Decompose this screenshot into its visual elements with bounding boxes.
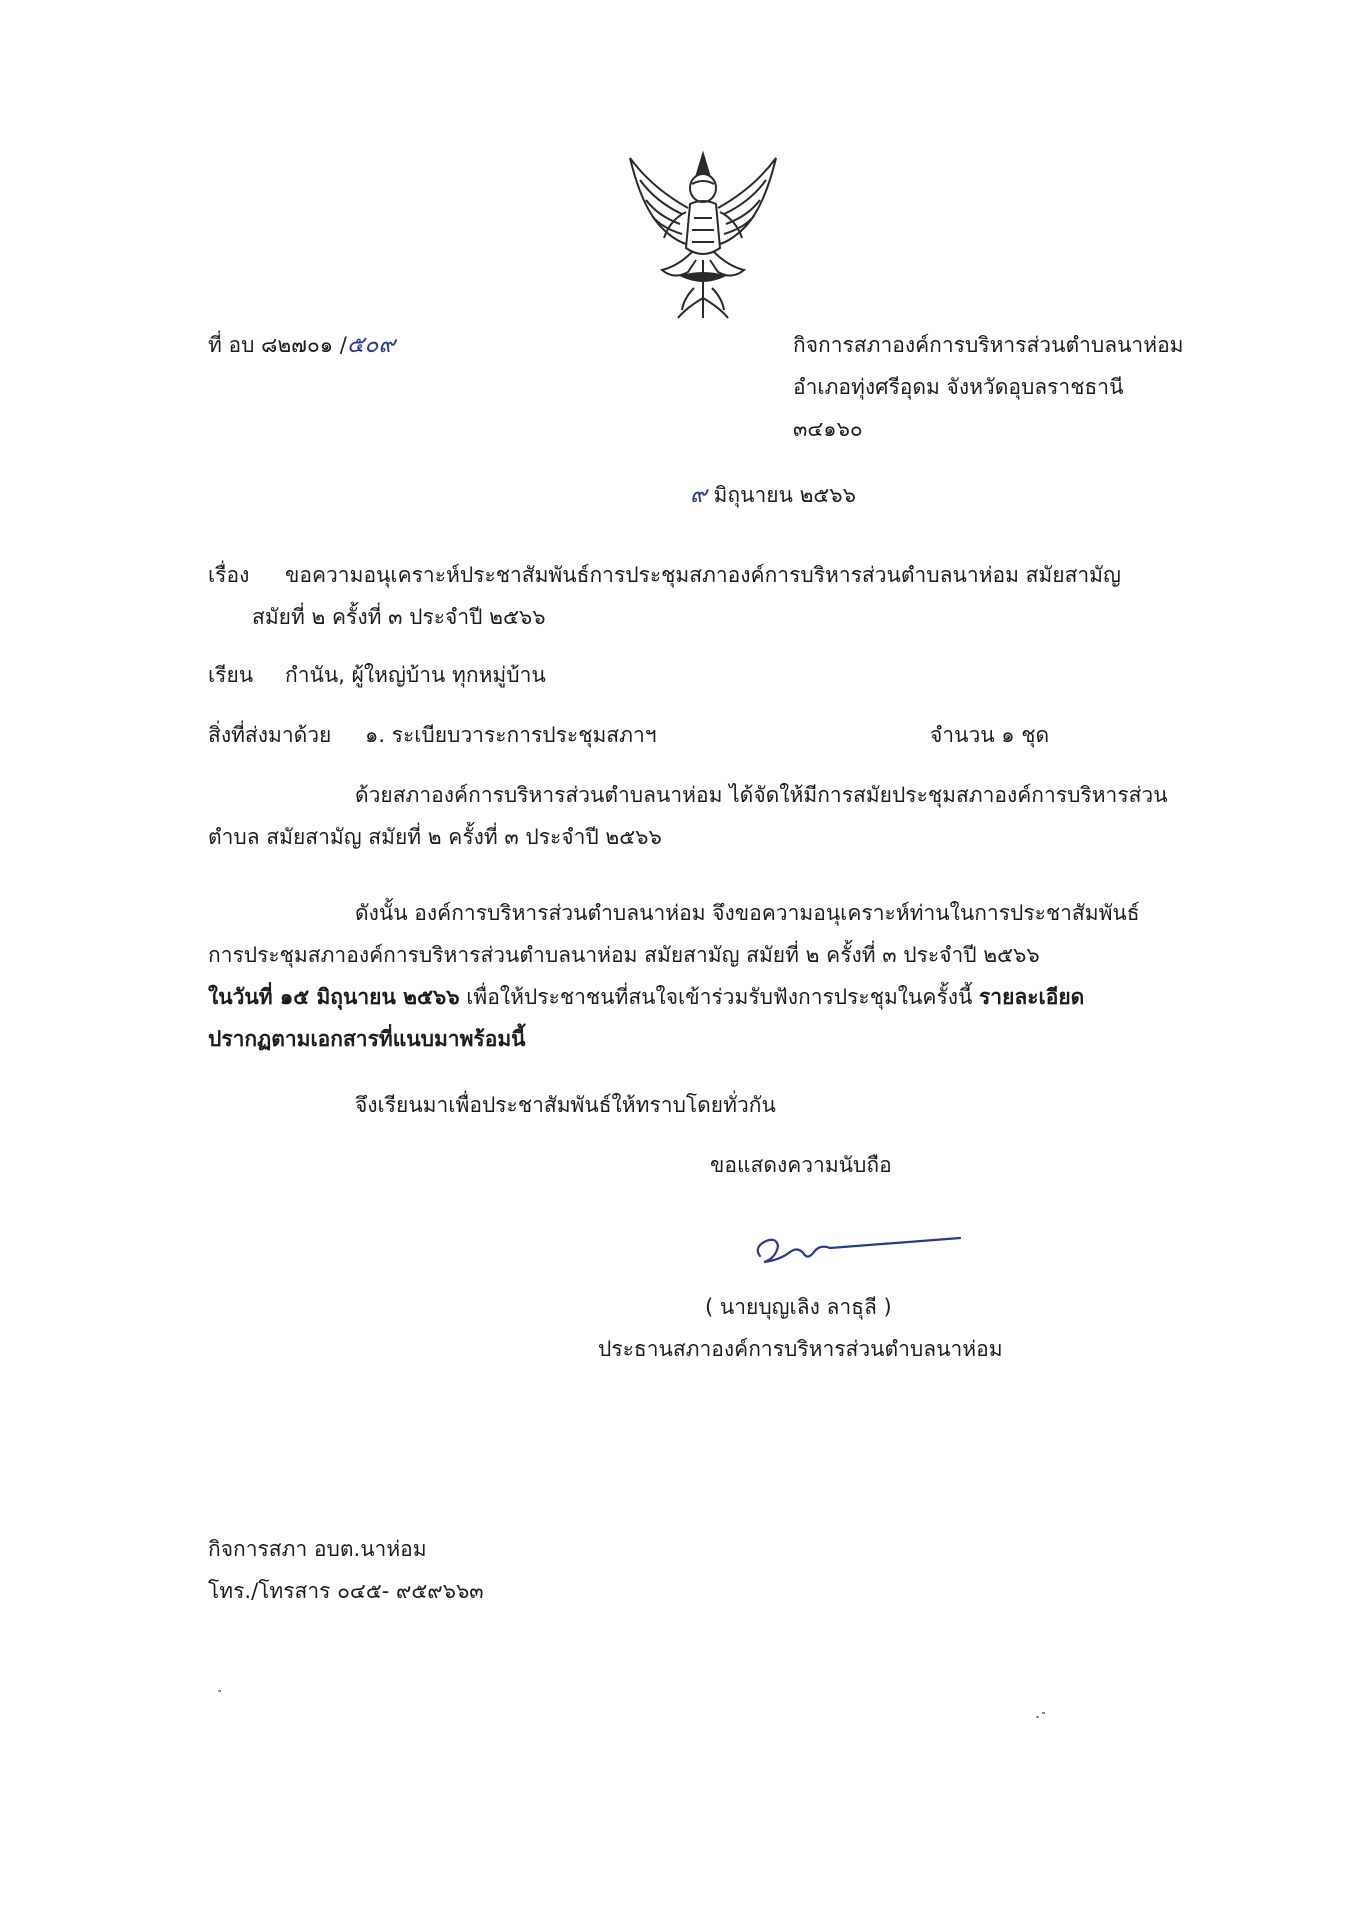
scan-speck xyxy=(1042,1712,1045,1714)
paragraph-2-line-2: การประชุมสภาองค์การบริหารส่วนตำบลนาห่อม สมัยสามัญ สมัยที่ ๒ ครั้งที่ ๓ ประจำปี ๒๕๖๖ xyxy=(208,943,1040,967)
reference-prefix: ที่ อบ ๘๒๗๐๑ / xyxy=(208,333,347,357)
date-day-handwritten: ๙ xyxy=(690,482,707,508)
sender-postcode: ๓๔๑๖๐ xyxy=(793,417,863,441)
paragraph-3: จึงเรียนมาเพื่อประชาสัมพันธ์ให้ทราบโดยทั่วกัน xyxy=(355,1093,776,1117)
letter-date xyxy=(690,480,856,510)
footer-phone: โทร./โทรสาร ๐๔๕- ๙๕๙๖๖๓ xyxy=(208,1579,484,1603)
paragraph-2-line-3 xyxy=(208,982,1084,1012)
reference-number xyxy=(208,330,395,360)
enclosure-label: สิ่งที่ส่งมาด้วย xyxy=(208,723,332,747)
sender-line-2: อำเภอทุ่งศรีอุดม จังหวัดอุบลราชธานี xyxy=(793,375,1124,399)
recipient-label: เรียน xyxy=(208,663,254,687)
details-bold: รายละเอียด xyxy=(979,985,1085,1009)
paragraph-1-line-2: ตำบล สมัยสามัญ สมัยที่ ๒ ครั้งที่ ๓ ประจำปี ๒๕๖๖ xyxy=(208,825,662,849)
subject-label: เรื่อง xyxy=(208,563,250,587)
enclosure-item: ๑. ระเบียบวาระการประชุมสภาฯ xyxy=(365,723,657,747)
handwritten-signature xyxy=(750,1228,970,1270)
paragraph-2-line-3-text: เพื่อให้ประชาชนที่สนใจเข้าร่วมรับฟังการประชุมในครั้งนี้ xyxy=(459,985,980,1009)
signer-name: ( นายบุญเลิง ลาธุลี ) xyxy=(705,1295,892,1319)
paragraph-2-line-4: ปรากฏตามเอกสารที่แนบมาพร้อมนี้ xyxy=(208,1027,526,1051)
reference-handwritten-number: ๕๐๙ xyxy=(346,332,396,358)
subject-line-1: ขอความอนุเคราะห์ประชาสัมพันธ์การประชุมสภาองค์การบริหารส่วนตำบลนาห่อม สมัยสามัญ xyxy=(285,563,1121,587)
subject-line-2: สมัยที่ ๒ ครั้งที่ ๓ ประจำปี ๒๕๖๖ xyxy=(252,605,546,629)
recipient-value: กำนัน, ผู้ใหญ่บ้าน ทุกหมู่บ้าน xyxy=(285,663,546,687)
meeting-date-bold: ในวันที่ ๑๕ มิถุนายน ๒๕๖๖ xyxy=(208,985,460,1009)
enclosure-quantity: จำนวน ๑ ชุด xyxy=(930,723,1050,747)
sender-line-1: กิจการสภาองค์การบริหารส่วนตำบลนาห่อม xyxy=(793,333,1184,357)
scan-speck xyxy=(218,1690,221,1692)
footer-office: กิจการสภา อบต.นาห่อม xyxy=(208,1537,427,1561)
garuda-emblem-icon xyxy=(622,148,784,320)
closing-phrase: ขอแสดงความนับถือ xyxy=(710,1153,892,1177)
paragraph-1-line-1: ด้วยสภาองค์การบริหารส่วนตำบลนาห่อม ได้จัดให้มีการสมัยประชุมสภาองค์การบริหารส่วน xyxy=(355,783,1168,807)
date-month-year: มิถุนายน ๒๕๖๖ xyxy=(706,483,856,507)
paragraph-2-line-1: ดังนั้น องค์การบริหารส่วนตำบลนาห่อม จึงขอความอนุเคราะห์ท่านในการประชาสัมพันธ์ xyxy=(355,901,1140,925)
signer-title: ประธานสภาองค์การบริหารส่วนตำบลนาห่อม xyxy=(598,1337,1003,1361)
scan-speck xyxy=(1036,1716,1039,1718)
